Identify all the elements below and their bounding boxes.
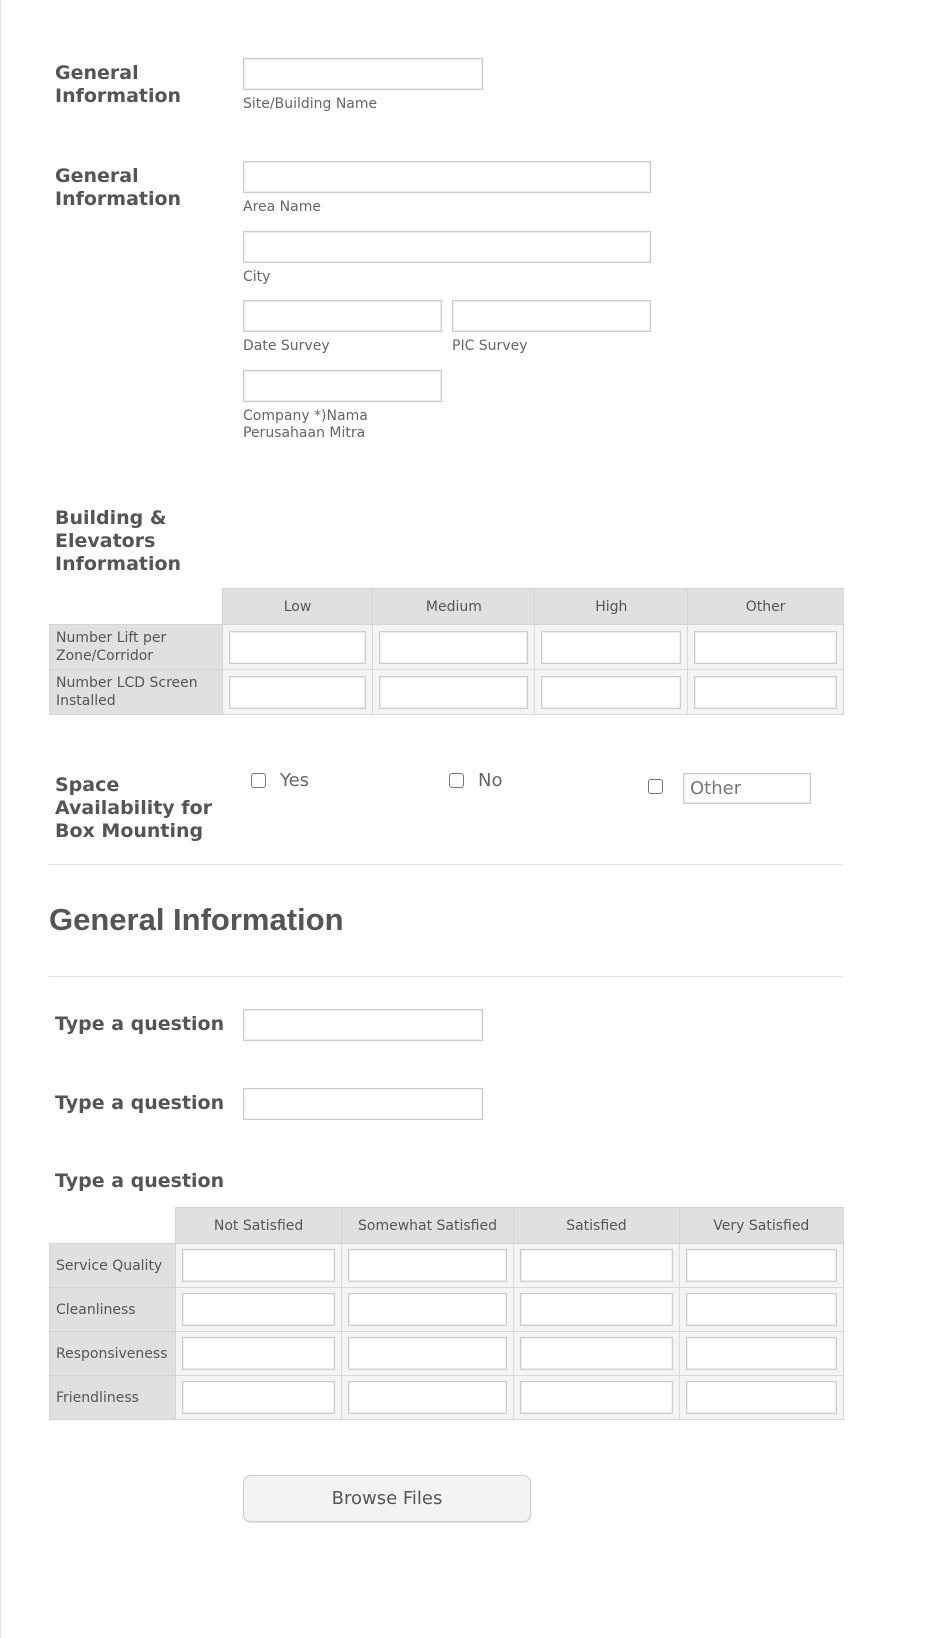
column-header: Very Satisfied <box>679 1208 843 1244</box>
row-label: Responsiveness <box>50 1332 176 1376</box>
area-name-input[interactable] <box>243 161 651 193</box>
date-survey-sublabel: Date Survey <box>243 338 330 354</box>
column-header: Not Satisfied <box>176 1208 341 1244</box>
row-label: Number LCD Screen Installed <box>50 670 223 715</box>
table-row <box>50 1288 844 1332</box>
space-availability-label: Space Availability for Box Mounting <box>55 774 212 842</box>
satisfaction-matrix <box>49 1207 844 1420</box>
matrix-cell <box>222 670 373 715</box>
matrix-cell <box>535 670 688 715</box>
column-header: High <box>535 589 688 625</box>
matrix-cell <box>176 1332 341 1376</box>
divider <box>49 864 843 865</box>
matrix-cell-input[interactable] <box>541 676 681 709</box>
matrix-cell-input[interactable] <box>379 676 528 709</box>
matrix-cell <box>688 625 844 670</box>
matrix-cell <box>176 1288 341 1332</box>
matrix-cell-input[interactable] <box>686 1381 837 1414</box>
city-input[interactable] <box>243 231 651 263</box>
question-2-input[interactable] <box>243 1088 483 1120</box>
matrix-cell-input[interactable] <box>520 1293 672 1326</box>
building-elevators-table <box>49 588 844 715</box>
matrix-cell <box>176 1244 341 1288</box>
matrix-cell <box>514 1244 679 1288</box>
matrix-cell-input[interactable] <box>686 1337 837 1370</box>
matrix-cell-input[interactable] <box>182 1249 334 1282</box>
matrix-cell-input[interactable] <box>520 1337 672 1370</box>
matrix-cell <box>341 1376 514 1420</box>
yes-option-label: Yes <box>280 770 310 791</box>
row-label: Service Quality <box>50 1244 176 1288</box>
matrix-cell <box>176 1376 341 1420</box>
pic-survey-sublabel: PIC Survey <box>452 338 528 354</box>
matrix-cell <box>222 625 373 670</box>
matrix-cell <box>514 1288 679 1332</box>
corner-cell <box>50 1208 176 1244</box>
column-header: Somewhat Satisfied <box>341 1208 514 1244</box>
matrix-cell <box>679 1332 843 1376</box>
row-label: Friendliness <box>50 1376 176 1420</box>
matrix-cell-input[interactable] <box>348 1249 508 1282</box>
date-survey-input[interactable] <box>243 300 442 332</box>
matrix-cell <box>341 1288 514 1332</box>
matrix-cell-input[interactable] <box>686 1293 837 1326</box>
no-option-label: No <box>478 770 503 791</box>
matrix-cell <box>679 1244 843 1288</box>
matrix-cell-input[interactable] <box>520 1381 672 1414</box>
matrix-cell <box>341 1332 514 1376</box>
matrix-cell <box>688 670 844 715</box>
question-1-input[interactable] <box>243 1009 483 1041</box>
section-heading: General Information <box>49 902 344 937</box>
site-building-name-input[interactable] <box>243 58 483 90</box>
other-input[interactable] <box>683 773 811 804</box>
yes-checkbox[interactable] <box>251 773 266 788</box>
matrix-cell-input[interactable] <box>182 1337 334 1370</box>
area-name-sublabel: Area Name <box>243 199 321 215</box>
matrix-cell-input[interactable] <box>348 1337 508 1370</box>
matrix-cell-input[interactable] <box>348 1293 508 1326</box>
column-header: Satisfied <box>514 1208 679 1244</box>
matrix-cell-input[interactable] <box>229 631 367 664</box>
question-label-2: Type a question <box>55 1092 225 1114</box>
matrix-cell <box>514 1332 679 1376</box>
building-elevators-label: Building & Elevators Information <box>55 507 182 575</box>
matrix-cell-input[interactable] <box>182 1381 334 1414</box>
question-label-1: Type a question <box>55 1013 225 1035</box>
column-header: Low <box>222 589 373 625</box>
matrix-cell <box>679 1288 843 1332</box>
company-sublabel-line2: Perusahaan Mitra <box>243 425 366 441</box>
matrix-cell <box>514 1376 679 1420</box>
row-label: Cleanliness <box>50 1288 176 1332</box>
browse-files-button[interactable]: Browse Files <box>243 1475 531 1522</box>
pic-survey-input[interactable] <box>452 300 651 332</box>
matrix-cell <box>535 625 688 670</box>
divider <box>49 976 843 977</box>
table-row <box>50 670 844 715</box>
matrix-cell <box>373 625 535 670</box>
matrix-cell-input[interactable] <box>694 631 837 664</box>
company-sublabel-line1: Company *)Nama <box>243 408 368 424</box>
matrix-cell-input[interactable] <box>541 631 681 664</box>
table-row <box>50 1244 844 1288</box>
other-checkbox[interactable] <box>648 779 663 794</box>
matrix-cell-input[interactable] <box>182 1293 334 1326</box>
table-row <box>50 1376 844 1420</box>
matrix-cell-input[interactable] <box>520 1249 672 1282</box>
site-building-name-sublabel: Site/Building Name <box>243 96 378 112</box>
section-label-general-1: General Information <box>55 62 182 107</box>
matrix-cell-input[interactable] <box>229 676 367 709</box>
no-checkbox[interactable] <box>449 773 464 788</box>
matrix-cell <box>341 1244 514 1288</box>
matrix-cell <box>373 670 535 715</box>
company-input[interactable] <box>243 370 442 402</box>
matrix-cell <box>679 1376 843 1420</box>
matrix-cell-input[interactable] <box>379 631 528 664</box>
table-row <box>50 625 844 670</box>
city-sublabel: City <box>243 269 271 285</box>
matrix-cell-input[interactable] <box>348 1381 508 1414</box>
matrix-cell-input[interactable] <box>694 676 837 709</box>
section-label-general-2: General Information <box>55 165 182 210</box>
question-label-3: Type a question <box>55 1170 225 1192</box>
matrix-cell-input[interactable] <box>686 1249 837 1282</box>
column-header: Other <box>688 589 844 625</box>
corner-cell <box>50 589 223 625</box>
column-header: Medium <box>373 589 535 625</box>
table-row <box>50 1332 844 1376</box>
row-label: Number Lift per Zone/Corridor <box>50 625 223 670</box>
